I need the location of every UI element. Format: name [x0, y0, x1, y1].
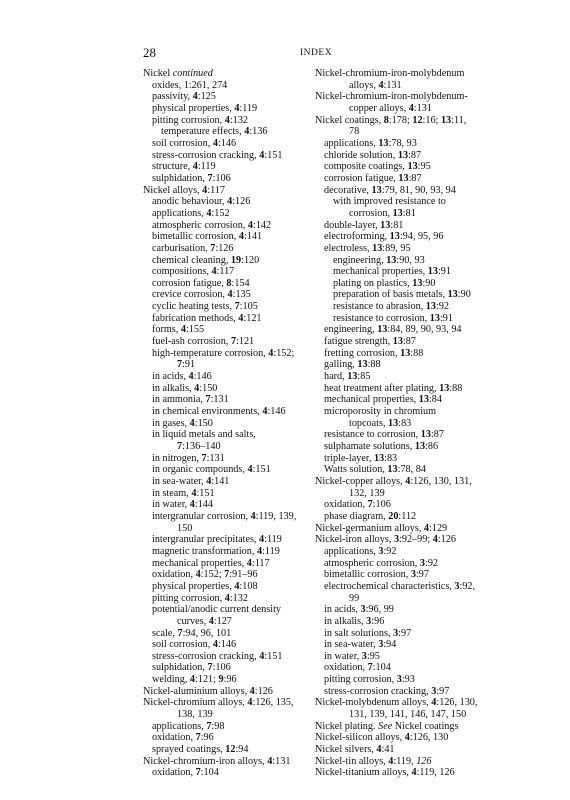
index-subentry: physical properties, 4:108 — [152, 580, 258, 592]
index-subentry: triple-layer, 13:83 — [324, 452, 398, 464]
index-subentry: soil corrosion, 4:146 — [152, 137, 237, 149]
index-subentry: phase diagram, 20:112 — [324, 510, 417, 522]
index-heading: Nickel continued — [143, 68, 213, 79]
index-subentry: 132, 139 — [349, 487, 385, 499]
index-subentry: bimetallic corrosion, 3:97 — [324, 569, 429, 581]
index-subentry: stress-corrosion cracking, 4:151 — [152, 650, 283, 662]
index-subentry: potential/anodic current density — [152, 604, 282, 616]
index-subentry: in salt solutions, 3:97 — [324, 627, 412, 639]
index-subentry: in water, 3:95 — [324, 650, 380, 662]
index-subentry: applications, 3:92 — [324, 545, 397, 557]
index-heading: Nickel-copper alloys, 4:126, 130, 131, — [315, 475, 472, 487]
index-subentry: resistance to corrosion, 13:87 — [324, 429, 444, 441]
index-subentry: galling, 13:88 — [324, 359, 381, 371]
running-head: INDEX — [300, 48, 333, 58]
index-subentry: in liquid metals and salts, — [152, 429, 256, 441]
index-subentry: resistance to corrosion, 13:91 — [333, 312, 453, 324]
index-subentry: fretting corrosion, 13:88 — [324, 347, 424, 359]
index-subentry: bimetallic corrosion, 4:141 — [152, 231, 263, 243]
index-subentry: electroless, 13:89, 95 — [324, 242, 411, 254]
index-subentry: with improved resistance to — [333, 196, 446, 208]
index-heading: Nickel-chromium-iron alloys, 4:131 — [143, 755, 291, 767]
index-subentry: oxidation, 7:104 — [324, 662, 391, 674]
index-subentry: welding, 4:121; 9:96 — [152, 674, 237, 686]
index-subentry: oxidation, 4:152; 7:91–96 — [152, 569, 258, 581]
index-subentry: plating on plastics, 13:90 — [333, 277, 436, 289]
index-column-right — [315, 68, 525, 779]
index-subentry: in alkalis, 4:150 — [152, 382, 218, 394]
index-subentry: forms, 4:155 — [152, 324, 205, 336]
index-heading: Nickel-chromium-iron-molybdenum — [315, 68, 465, 79]
index-subentry: in water, 4:144 — [152, 499, 213, 511]
index-subentry: double-layer, 13:81 — [324, 219, 404, 231]
index-subentry: fuel-ash corrosion, 7:121 — [152, 336, 255, 348]
index-subentry: in ammonia, 7:131 — [152, 394, 229, 406]
index-subentry: 7:91 — [177, 359, 196, 371]
index-subentry: cyclic heating tests, 7:105 — [152, 301, 258, 313]
index-subentry: soil corrosion, 4:146 — [152, 639, 237, 651]
index-subentry: atmospheric corrosion, 3:92 — [324, 557, 439, 569]
index-subentry: electroforming, 13:94, 95, 96 — [324, 231, 444, 243]
index-subentry: curves, 4:127 — [177, 615, 232, 627]
index-subentry: sulphamate solutions, 13:86 — [324, 441, 439, 452]
index-subentry: oxidation, 7:96 — [152, 732, 214, 744]
index-subentry: mechanical properties, 13:91 — [333, 266, 451, 278]
index-subentry: 7:136–140 — [177, 441, 221, 452]
index-subentry: in sea-water, 3:94 — [324, 639, 397, 651]
index-subentry: heat treatment after plating, 13:88 — [324, 382, 463, 394]
index-subentry: microporosity in chromium — [324, 406, 437, 418]
index-subentry: high-temperature corrosion, 4:152; — [152, 347, 295, 359]
index-subentry: mechanical properties, 13:84 — [324, 394, 442, 406]
index-subentry: pitting corrosion, 4:132 — [152, 592, 248, 604]
index-subentry: corrosion, 13:81 — [349, 207, 416, 219]
index-heading: Nickel-aluminium alloys, 4:126 — [143, 685, 273, 697]
index-heading: Nickel-molybdenum alloys, 4:126, 130, — [315, 697, 478, 709]
index-heading: Nickel-chromium-iron-molybdenum- — [315, 91, 468, 103]
index-subentry: oxidation, 7:104 — [152, 767, 219, 779]
index-subentry: decorative, 13:79, 81, 90, 93, 94 — [324, 184, 456, 196]
index-subentry: corrosion fatigue, 8:154 — [152, 277, 250, 289]
index-heading: Nickel alloys, 4:117 — [143, 184, 225, 196]
index-subentry: applications, 7:98 — [152, 720, 225, 732]
index-subentry: fatigue strength, 13:87 — [324, 336, 416, 348]
index-subentry: chemical cleaning, 19:120 — [152, 254, 260, 266]
index-heading: Nickel plating. See Nickel coatings — [315, 720, 459, 732]
index-subentry: 138, 139 — [177, 709, 213, 721]
index-subentry: 78 — [349, 126, 360, 138]
index-subentry: in chemical environments, 4:146 — [152, 406, 286, 418]
index-subentry: intergranular precipitates, 4:119 — [152, 534, 282, 546]
index-subentry: sulphidation, 7:106 — [152, 172, 231, 184]
index-subentry: in sea-water, 4:141 — [152, 475, 230, 487]
index-subentry: scale, 7:94, 96, 101 — [152, 627, 232, 639]
index-subentry: physical properties, 4:119 — [152, 102, 258, 114]
index-subentry: crevice corrosion, 4:135 — [152, 289, 251, 301]
index-subentry: passivity, 4:125 — [152, 91, 216, 103]
index-subentry: in alkalis, 3:96 — [324, 615, 385, 627]
index-subentry: in acids, 4:146 — [152, 371, 212, 383]
index-subentry: carburisation, 7:126 — [152, 242, 234, 254]
index-subentry: sulphidation, 7:106 — [152, 662, 231, 674]
index-subentry: compositions, 4:117 — [152, 266, 235, 278]
index-heading: Nickel-titanium alloys, 4:119, 126 — [315, 767, 455, 779]
index-subentry: in gases, 4:150 — [152, 417, 213, 429]
index-subentry: pitting corrosion, 4:132 — [152, 114, 248, 126]
index-subentry: stress-corrosion cracking, 3:97 — [324, 685, 450, 697]
index-subentry: fabrication methods, 4:121 — [152, 312, 262, 324]
index-subentry: hard, 13:85 — [324, 371, 371, 383]
index-heading: Nickel-chromium alloys, 4:126, 135, — [143, 697, 294, 709]
index-subentry: composite coatings, 13:95 — [324, 161, 431, 173]
index-subentry: topcoats, 13:83 — [349, 417, 412, 429]
index-heading: Nickel-germanium alloys, 4:129 — [315, 522, 448, 534]
index-subentry: copper alloys, 4:131 — [349, 102, 432, 114]
index-subentry: resistance to abrasion, 13:92 — [333, 301, 450, 313]
index-heading: Nickel silvers, 4:41 — [315, 744, 395, 756]
index-subentry: in nitrogen, 7:131 — [152, 452, 225, 464]
index-subentry: temperature effects, 4:136 — [161, 126, 268, 138]
index-subentry: alloys, 4:131 — [349, 79, 402, 91]
index-subentry: mechanical properties, 4:117 — [152, 557, 270, 569]
index-subentry: oxides, 1:261, 274 — [152, 79, 228, 91]
index-subentry: intergranular corrosion, 4:119, 139, — [152, 510, 297, 522]
index-subentry: in acids, 3:96, 99 — [324, 604, 394, 616]
index-subentry: chloride solution, 13:87 — [324, 149, 422, 161]
index-subentry: engineering, 13:90, 93 — [333, 254, 425, 266]
index-subentry: engineering, 13:84, 89, 90, 93, 94 — [324, 324, 462, 336]
index-subentry: applications, 4:152 — [152, 207, 230, 219]
index-subentry: in organic compounds, 4:151 — [152, 464, 271, 476]
index-subentry: in steam, 4:151 — [152, 487, 215, 499]
index-subentry: corrosion fatigue, 13:87 — [324, 172, 422, 184]
index-subentry: preparation of basis metals, 13:90 — [333, 289, 471, 301]
index-subentry: sprayed coatings, 12:94 — [152, 744, 249, 756]
index-subentry: 99 — [349, 592, 360, 604]
page-number: 28 — [143, 45, 156, 60]
index-subentry: pitting corrosion, 3:93 — [324, 674, 415, 686]
index-subentry: oxidation, 7:106 — [324, 499, 391, 511]
index-heading: Nickel coatings, 8:178; 12:16; 13:11, — [315, 114, 467, 126]
index-subentry: atmospheric corrosion, 4:142 — [152, 219, 272, 231]
index-subentry: magnetic transformation, 4:119 — [152, 545, 280, 557]
index-subentry: electrochemical characteristics, 3:92, — [324, 580, 476, 592]
index-heading: Nickel-tin alloys, 4:119, 126 — [315, 755, 432, 767]
index-subentry: structure, 4:119 — [152, 161, 216, 173]
index-subentry: 131, 139, 141, 146, 147, 150 — [349, 709, 467, 721]
index-subentry: Watts solution, 13:78, 84 — [324, 464, 426, 476]
index-subentry: applications, 13:78, 93 — [324, 137, 417, 149]
index-heading: Nickel-silicon alloys, 4:126, 130 — [315, 732, 449, 744]
index-subentry: stress-corrosion cracking, 4:151 — [152, 149, 283, 161]
index-subentry: anodic behaviour, 4:126 — [152, 196, 251, 208]
index-heading: Nickel-iron alloys, 3:92–99; 4:126 — [315, 534, 456, 546]
index-subentry: 150 — [177, 522, 193, 534]
